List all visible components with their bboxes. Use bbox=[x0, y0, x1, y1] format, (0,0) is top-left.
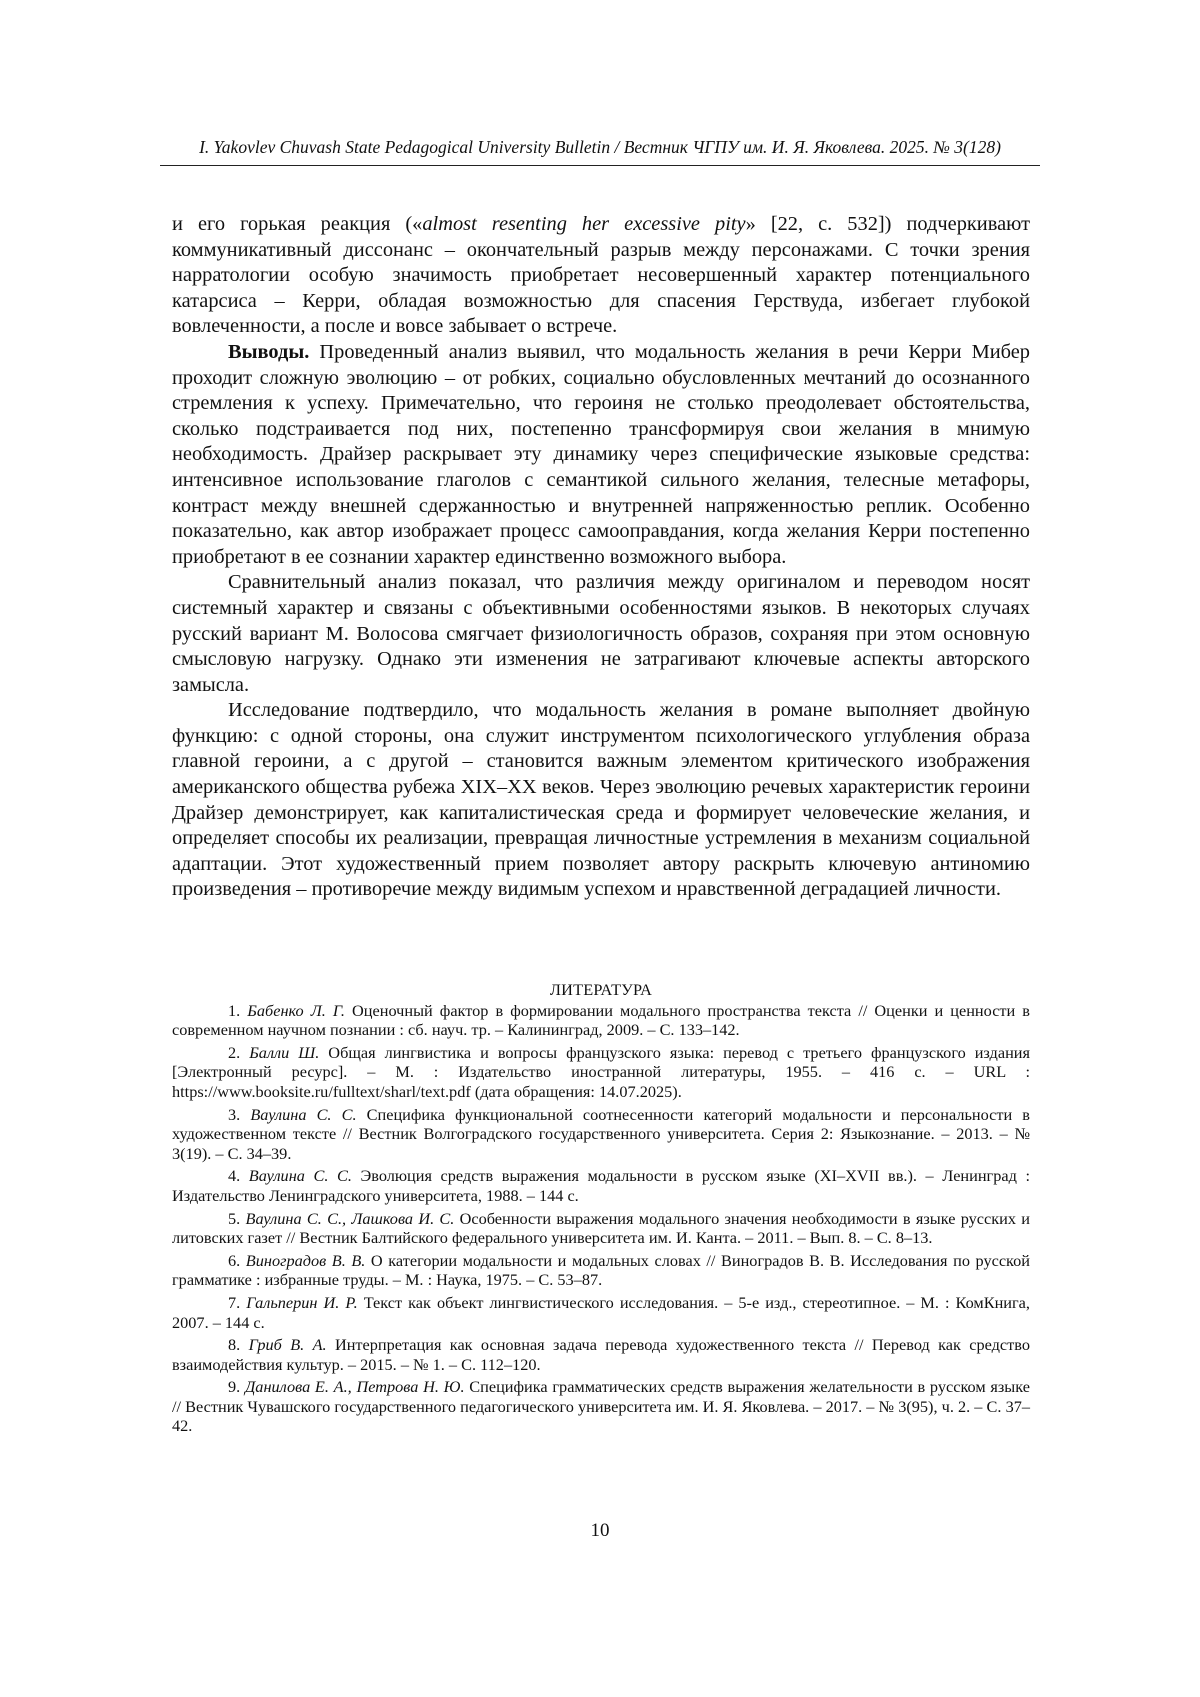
p1-before: и его горькая реакция (« bbox=[172, 213, 423, 235]
page-number: 10 bbox=[590, 1520, 610, 1541]
reference-number: 8. bbox=[228, 1335, 241, 1355]
reference-number: 6. bbox=[228, 1250, 241, 1270]
references-title: ЛИТЕРАТУРА bbox=[549, 980, 653, 999]
reference-item bbox=[172, 1377, 1030, 1436]
reference-item bbox=[172, 1251, 1030, 1290]
reference-item bbox=[172, 1209, 1030, 1248]
reference-author: Бабенко Л. Г. bbox=[247, 1000, 345, 1020]
conclusions-heading: Выводы. bbox=[228, 340, 310, 363]
reference-author: Балли Ш. bbox=[249, 1042, 320, 1062]
article-body bbox=[172, 212, 1030, 903]
reference-list bbox=[172, 1001, 1030, 1436]
reference-item bbox=[172, 1001, 1030, 1040]
reference-number: 4. bbox=[228, 1166, 241, 1186]
paragraph-conclusions bbox=[172, 340, 1030, 570]
p1-quote: almost resenting her excessive pity bbox=[422, 213, 746, 235]
conclusions-text: Проведенный анализ выявил, что модальность желания в речи Керри Мибер проходит сложную эволюцию – от робких, социально обусловленных мечтаний до осознанного стремления к успеху. Примечательно, что героиня не столько преодолевает обстоятельства, сколько подстраивается под них, постепенно трансформируя свои желания в мнимую необходимость. Драйзер раскрывает эту динамику через специфические языковые средства: интенсивное использование глаголов с семантикой сильного желания, телесные метафоры, контраст между внешней сдержанностью и внутренней напряженностью реплик. Особенно показательно, как автор изображает процесс самооправдания, когда желания Керри постепенно приобретают в ее сознании характер единственно возможного выбора. bbox=[172, 340, 1030, 568]
p1-after: » [22, с. 532]) подчеркивают коммуникативный диссонанс – окончательный разрыв между персонажами. С точки зрения нарратологии особую значимость приобретает несовершенный характер потенциального катарсиса – Керри, обладая возможностью для спасения Герствуда, избегает глубокой вовлеченности, а после и вовсе забывает о встрече. bbox=[172, 213, 1031, 338]
reference-text: Особенности выражения модального значения необходимости в языке русских и литовских газет // Вестник Балтийского федерального университета им. И. Канта. – 2011. – Вып. 8. – С. 8–13. bbox=[172, 1208, 1030, 1248]
reference-author: Ваулина С. С. bbox=[250, 1104, 357, 1124]
reference-item bbox=[172, 1043, 1030, 1102]
reference-text: Специфика функциональной соотнесенности категорий модальности и персональности в художественном тексте // Вестник Волгоградского государственного университета. Серия 2: Языкознание. – 2013. – № 3(19). – С. 34–39. bbox=[172, 1104, 1030, 1163]
reference-item bbox=[172, 1166, 1030, 1205]
header-rule bbox=[160, 165, 1040, 166]
reference-number: 7. bbox=[228, 1292, 241, 1312]
reference-author: Ваулина С. С. bbox=[248, 1166, 352, 1186]
reference-text: О категории модальности и модальных словах // Виноградов В. В. Исследования по русской грамматике : избранные труды. – М. : Наука, 1975. – С. 53–87. bbox=[172, 1250, 1030, 1290]
reference-number: 1. bbox=[228, 1000, 241, 1020]
reference-number: 2. bbox=[228, 1042, 241, 1062]
reference-number: 5. bbox=[228, 1208, 241, 1228]
reference-author: Ваулина С. С., Лашкова И. С. bbox=[245, 1208, 455, 1228]
reference-item bbox=[172, 1335, 1030, 1374]
reference-number: 9. bbox=[228, 1377, 241, 1397]
reference-text: Общая лингвистика и вопросы французского языка: перевод с третьего французского издания [Электронный ресурс]. – М. : Издательство иностранной литературы, 1955. – 416 с. – URL : https://www.booksite.ru/fulltext/sharl/text.pdf (дата обращения: 14.07.2025). bbox=[172, 1042, 1030, 1101]
paragraph-4: Исследование подтвердило, что модальность желания в романе выполняет двойную функцию: с одной стороны, она служит инструментом психологического углубления образа главной героини, а с другой – становится важным элементом критического изображения американского общества рубежа XIX–XX веков. Через эволюцию речевых характеристик героини Драйзер демонстрирует, как капиталистическая среда и формирует человеческие желания, и определяет способы их реализации, превращая личностные устремления в механизм социальной адаптации. Этот художественный прием позволяет автору раскрыть ключевую антиномию произведения – противоречие между видимым успехом и нравственной деградацией личности. bbox=[172, 699, 1030, 901]
reference-text: Специфика грамматических средств выражения желательности в русском языке // Вестник Чувашского государственного педагогического университета им. И. Я. Яковлева. – 2017. – № 3(95), ч. 2. – С. 37–42. bbox=[172, 1377, 1030, 1436]
paragraph-3: Сравнительный анализ показал, что различия между оригиналом и переводом носят системный характер и связаны с объективными особенностями языков. В некоторых случаях русский вариант М. Волосова смягчает физиологичность образов, сохраняя при этом основную смысловую нагрузку. Однако эти изменения не затрагивают ключевые аспекты авторского замысла. bbox=[172, 571, 1030, 696]
reference-text: Текст как объект лингвистического исследования. – 5-е изд., стереотипное. – М. : КомКнига, 2007. – 144 с. bbox=[172, 1292, 1030, 1332]
reference-number: 3. bbox=[228, 1104, 241, 1124]
reference-author: Данилова Е. А., Петрова Н. Ю. bbox=[244, 1377, 465, 1397]
reference-text: Оценочный фактор в формировании модального пространства текста // Оценки и ценности в современном научном познании : сб. науч. тр. – Калининград, 2009. – С. 133–142. bbox=[172, 1000, 1030, 1040]
reference-author: Виноградов В. В. bbox=[245, 1250, 366, 1270]
running-header: I. Yakovlev Chuvash State Pedagogical University Bulletin / Вестник ЧГПУ им. И. Я. Яковлева. 2025. № 3(128) bbox=[199, 137, 1001, 157]
reference-author: Гриб В. А. bbox=[248, 1335, 327, 1355]
reference-author: Гальперин И. Р. bbox=[246, 1292, 358, 1312]
reference-item bbox=[172, 1293, 1030, 1332]
reference-item bbox=[172, 1105, 1030, 1164]
reference-text: Интерпретация как основная задача перевода художественного текста // Перевод как средство взаимодействия культур. – 2015. – № 1. – С. 112–120. bbox=[172, 1335, 1030, 1374]
reference-text: Эволюция средств выражения модальности в русском языке (XI–XVII вв.). – Ленинград : Издательство Ленинградского университета, 1988. – 144 с. bbox=[172, 1166, 1030, 1205]
references bbox=[172, 980, 1030, 1439]
paragraph-1 bbox=[172, 212, 1030, 340]
